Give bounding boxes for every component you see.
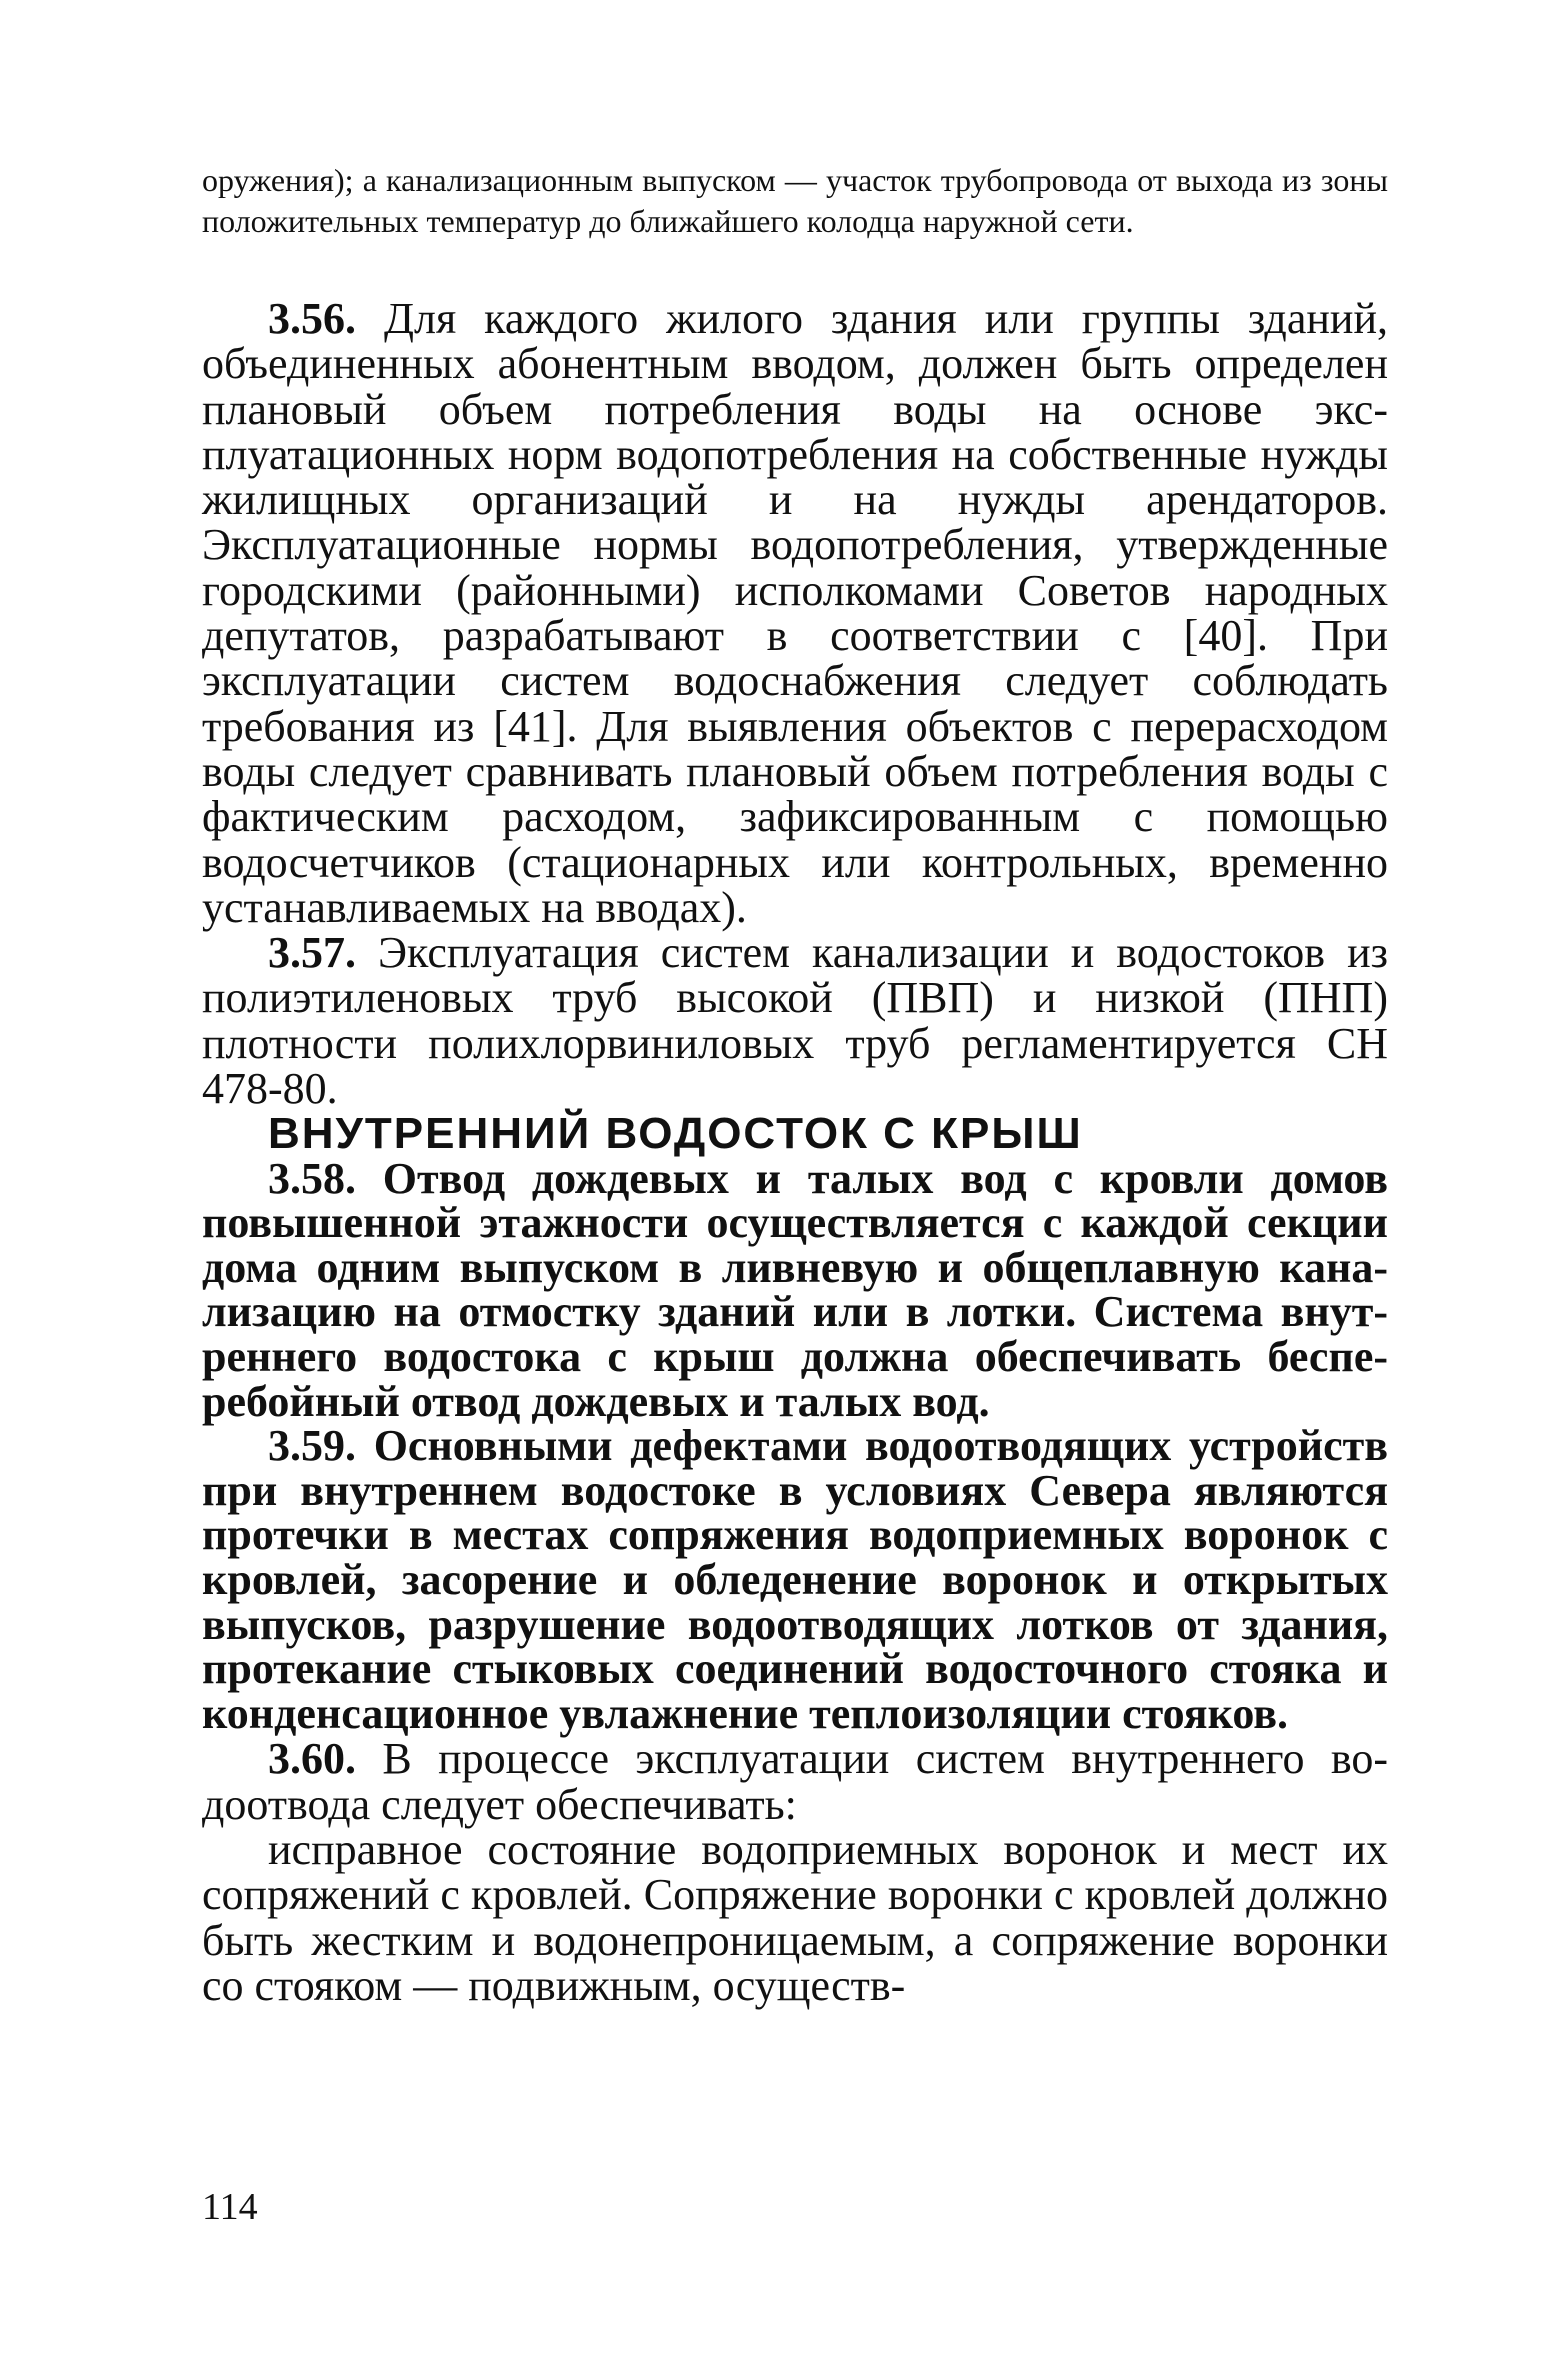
- paragraph-3-57: [202, 928, 1388, 1114]
- paragraph-text: В процессе эксплуатации систем внутреннего водоотвода следует обеспечивать:: [202, 1734, 1388, 1829]
- main-text: [202, 296, 1388, 2008]
- page-number: 114: [202, 2186, 258, 2228]
- paragraph-3-59: [202, 1421, 1388, 1738]
- paragraph-number: 3.58.: [268, 1153, 356, 1203]
- section-heading: ВНУТРЕННИЙ ВОДОСТОК С КРЫШ: [268, 1109, 1083, 1159]
- paragraph-text: Эксплуатация систем канализации и водостоков из полиэтиленовых труб высокой (ПВП) и низкой (ПНП) плотности полихлорвиниловых труб регламентируется СН 478-80.: [202, 928, 1388, 1114]
- paragraph-3-56: [202, 296, 1388, 930]
- paragraph-number: 3.57.: [268, 928, 356, 978]
- intro-paragraph: оружения); а канализационным выпуском — участок трубопровода от выхода из зоны положительных температур до ближайшего колодца наружной сети.: [202, 162, 1388, 239]
- paragraph-text: Основными дефектами водоотводящих устройств при внутреннем водостоке в условиях Севера являются протечки в местах сопряжения водоприемных воронок с кровлей, засорение и обледенение воронок и открытых выпусков, разрушение водоотводящих лотков от здания, протекание стыковых соединений водосточного стояка и конденсационное увлажнение теплоизоляции стояков.: [202, 1421, 1388, 1738]
- paragraph-number: 3.60.: [268, 1734, 356, 1784]
- paragraph-3-58: [202, 1153, 1388, 1426]
- paragraph-3-60: [202, 1736, 1388, 1827]
- paragraph-number: 3.59.: [268, 1421, 356, 1471]
- paragraph-text: Для каждого жилого здания или группы зданий, объединенных абонентным вводом, должен быть определен плановый объем потребления воды на основе эксплуатационных норм водопотребления на собственные нужды жилищных организаций и на нужды арендаторов. Эксплуатационные нормы водопотребления, утвержденные городскими (районными) исполкомами Советов народных депутатов, разрабатывают в соответствии с [40]. При эксплуатации систем водоснабжения следует соблюдать требования из [41]. Для выявления объектов с перерасходом воды следует сравнивать плановый объем потребления воды с фактическим расходом, зафиксированным с помощью водосчетчиков (стационарных или контрольных, временно устанавливаемых на вводах).: [202, 294, 1388, 932]
- paragraph-number: 3.56.: [268, 294, 356, 343]
- paragraph-3-60-item: исправное состояние водоприемных воронок и мест их сопряжений с кровлей. Сопряжение воронки с кровлей должно быть жестким и водонепроницаемым, а сопряжение воронки со стояком — подвижным, осуществ-: [202, 1824, 1388, 2010]
- paragraph-text: Отвод дождевых и талых вод с кровли домов повышенной этажности осуществляется с каждой секции дома одним выпуском в ливневую и общеплавную канализацию на отмостку зданий или в лотки. Система внутреннего водостока с крыш должна обеспечивать бесперебойный отвод дождевых и талых вод.: [202, 1153, 1388, 1426]
